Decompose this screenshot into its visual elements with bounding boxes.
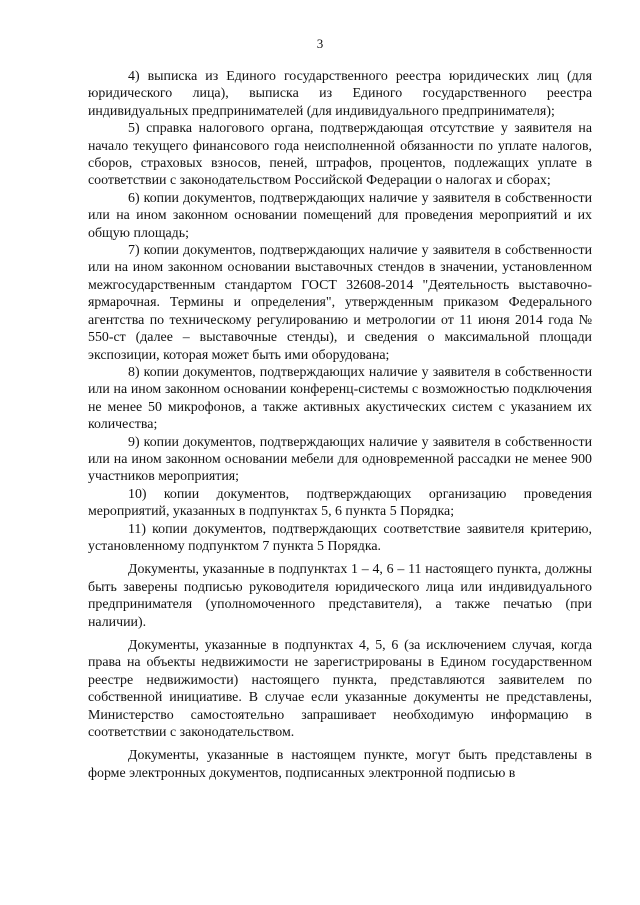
paragraph-item-6: 6) копии документов, подтверждающих наличие у заявителя в собственности или на ином законном основании помещений для проведения мероприятий и их общую площадь; [88, 190, 592, 241]
page-number: 3 [316, 36, 324, 51]
paragraph-item-11: 11) копии документов, подтверждающих соответствие заявителя критерию, установленному подпунктом 7 пункта 5 Порядка. [88, 521, 592, 554]
paragraph-item-10: 10) копии документов, подтверждающих организацию проведения мероприятий, указанных в подпунктах 5, 6 пункта 5 Порядка; [88, 486, 592, 520]
paragraph-item-5: 5) справка налогового органа, подтверждающая отсутствие у заявителя на начало текущего финансового года неисполненной обязанности по уплате налогов, сборов, страховых взносов, пеней, штрафов, процентов, подлежащих уплате в соответствии с законодательством Российской Федерации о налогах и сборах; [88, 121, 592, 189]
document-body [88, 68, 592, 782]
paragraph-item-8: 8) копии документов, подтверждающих наличие у заявителя в собственности или на ином законном основании конференц-системы с возможностью подключения не менее 50 микрофонов, а также активных акустических систем с указанием их количества; [88, 364, 592, 433]
paragraph-certification: Документы, указанные в подпунктах 1 – 4, 6 – 11 настоящего пункта, должны быть заверены подписью руководителя юридического лица или индивидуального предпринимателя (уполномоченного представителя), а также печатью (при наличии). [88, 562, 592, 630]
paragraph-item-4: 4) выписка из Единого государственного реестра юридических лиц (для юридического лица), выписка из Единого государственного реестра индивидуальных предпринимателей (для индивидуального предпринимателя); [88, 69, 592, 119]
paragraph-item-7: 7) копии документов, подтверждающих наличие у заявителя в собственности или на ином законном основании выставочных стендов в значении, установленном межгосударственным стандартом ГОСТ 32608-2014 "Деятельность выставочно-ярмарочная. Термины и определения", утвержденным приказом Федерального агентства по техническому регулированию и метрологии от 11 июня 2014 года № 550-ст (далее – выставочные стенды), и сведения о максимальной площади экспозиции, которая может быть ими оборудована; [88, 243, 592, 363]
paragraph-electronic-form: Документы, указанные в настоящем пункте, могут быть представлены в форме электронных документов, подписанных электронной подписью в [88, 748, 592, 781]
paragraph-item-9: 9) копии документов, подтверждающих наличие у заявителя в собственности или на ином законном основании мебели для одновременной рассадки не менее 900 участников мероприятия; [88, 434, 592, 485]
paragraph-own-initiative: Документы, указанные в подпунктах 4, 5, 6 (за исключением случая, когда права на объекты недвижимости не зарегистрированы в Едином государственном реестре недвижимости) настоящего пункта, представляются заявителем по собственной инициативе. В случае если указанные документы не представлены, Министерство самостоятельно запрашивает необходимую информацию в соответствии с законодательством. [88, 638, 592, 741]
